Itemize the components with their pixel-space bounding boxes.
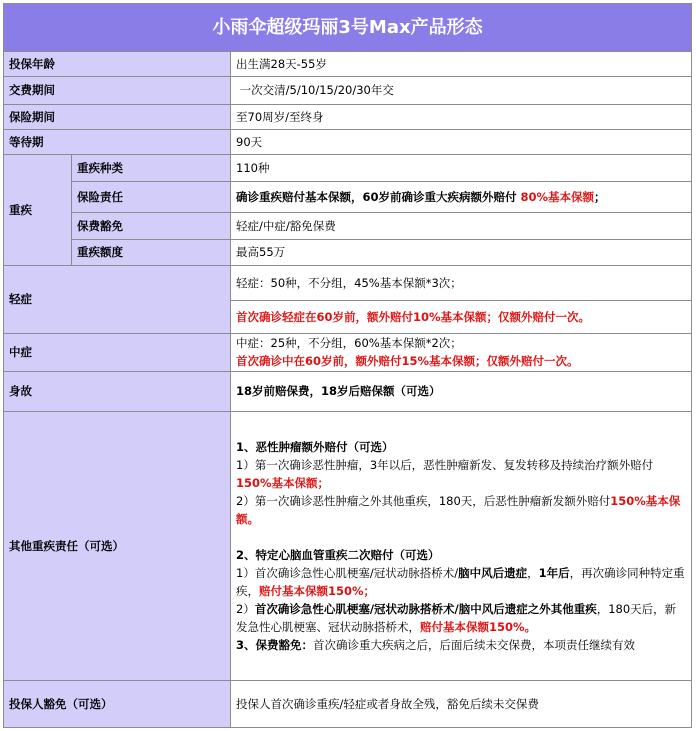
applicant-value: 投保人首次确诊重疾/轻症或者身故全残，豁免后续未交保费 xyxy=(231,680,692,727)
other-s2-p2-c: ，180天后，新发急性心肌梗塞、冠状动脉搭桥术， xyxy=(236,601,677,634)
age-label: 投保年龄 xyxy=(4,52,231,77)
moderate-line1: 中症：25种，不分组，60%基本保额*2次； xyxy=(236,336,462,351)
critical-types-value: 110种 xyxy=(231,154,692,181)
payment-label: 交费期间 xyxy=(4,76,231,104)
other-spacer xyxy=(236,528,686,546)
other-s2-title: 2、特定心脑血管重疾二次赔付（可选） xyxy=(236,547,440,562)
applicant-label: 投保人豁免（可选） xyxy=(4,680,231,727)
term-label: 保险期间 xyxy=(4,104,231,130)
product-table xyxy=(3,3,692,728)
other-s1-p1-text: 1）第一次确诊恶性肿瘤，3年以后，恶性肿瘤新发、复发转移及持续治疗额外赔付 xyxy=(236,457,654,472)
critical-liability-highlight: 80%基本保额 xyxy=(520,190,595,205)
critical-amount-label: 重疾额度 xyxy=(72,240,231,266)
other-s2-p2 xyxy=(236,600,686,636)
critical-label: 重疾 xyxy=(4,154,72,265)
age-value: 出生满28天-55岁 xyxy=(231,52,692,77)
moderate-label: 中症 xyxy=(4,333,231,371)
other-s2-p1 xyxy=(236,564,686,600)
waiting-value: 90天 xyxy=(231,130,692,155)
other-s1-p2 xyxy=(236,492,686,528)
other-s1-title: 1、恶性肿瘤额外赔付（可选） xyxy=(236,439,394,454)
other-s1-p2-highlight: 150%基本保额。 xyxy=(236,493,681,526)
mild-line1: 轻症：50种，不分组，45%基本保额*3次； xyxy=(231,265,692,300)
payment-value: 一次交清/5/10/15/20/30年交 xyxy=(231,76,692,104)
other-s2-p2-num: 2） xyxy=(236,601,255,616)
term-value: 至70周岁/至终身 xyxy=(231,104,692,130)
other-s1-p2-text: 2）第一次确诊恶性肿瘤之外其他重疾，180天，后恶性肿瘤新发额外赔付 xyxy=(236,493,611,508)
critical-liability-value xyxy=(231,181,692,213)
other-s3-title: 3、保费豁免： xyxy=(236,637,314,652)
other-s2-p2-b: 首次确诊急性心肌梗塞/冠状动脉搭桥术/脑中风后遗症之外其他重疾 xyxy=(254,601,597,616)
other-value xyxy=(231,411,692,680)
moderate-line2: 首次确诊中在60岁前，额外赔付15%基本保额；仅额外赔付一次。 xyxy=(236,354,579,369)
other-s3 xyxy=(236,636,686,654)
other-s2-p1-c: ， xyxy=(527,565,539,580)
critical-types-label: 重疾种类 xyxy=(72,154,231,181)
moderate-value xyxy=(231,333,692,371)
waiting-label: 等待期 xyxy=(4,130,231,155)
critical-liability-label: 保险责任 xyxy=(72,181,231,213)
other-s1-p1-highlight: 150%基本保额； xyxy=(236,475,330,490)
other-s2-p2-highlight: 赔付基本保额150%。 xyxy=(420,619,537,634)
mild-line2: 首次确诊轻症在60岁前，额外赔付10%基本保额；仅额外赔付一次。 xyxy=(231,300,692,333)
critical-amount-value: 最高55万 xyxy=(231,240,692,266)
critical-liability-end: ； xyxy=(594,190,606,205)
critical-liability-text: 确诊重疾赔付基本保额，60岁前确诊重大疾病额外赔付 xyxy=(236,190,521,205)
other-s2-p1-highlight: 赔付基本保额150%； xyxy=(259,583,376,598)
other-s2-p1-b: 脑中风后遗症 xyxy=(458,565,528,580)
other-label: 其他重疾责任（可选） xyxy=(4,411,231,680)
other-s2-p1-a: 1）首次确诊急性心肌梗塞/冠状动脉搭桥术/ xyxy=(236,565,459,580)
other-s2-p1-d: 1年后 xyxy=(538,565,570,580)
death-label: 身故 xyxy=(4,371,231,411)
critical-waiver-label: 保费豁免 xyxy=(72,213,231,240)
page-title: 小雨伞超级玛丽3号Max产品形态 xyxy=(4,4,692,52)
critical-waiver-value: 轻症/中症/豁免保费 xyxy=(231,213,692,240)
death-value: 18岁前赔保费，18岁后赔保额（可选） xyxy=(231,371,692,411)
mild-label: 轻症 xyxy=(4,265,231,333)
other-s1-p1 xyxy=(236,456,686,492)
other-s3-text: 首次确诊重大疾病之后，后面后续未交保费，本项责任继续有效 xyxy=(313,637,636,652)
other-s2-p1-e: ，再次确诊同种特定重疾， xyxy=(236,565,685,598)
